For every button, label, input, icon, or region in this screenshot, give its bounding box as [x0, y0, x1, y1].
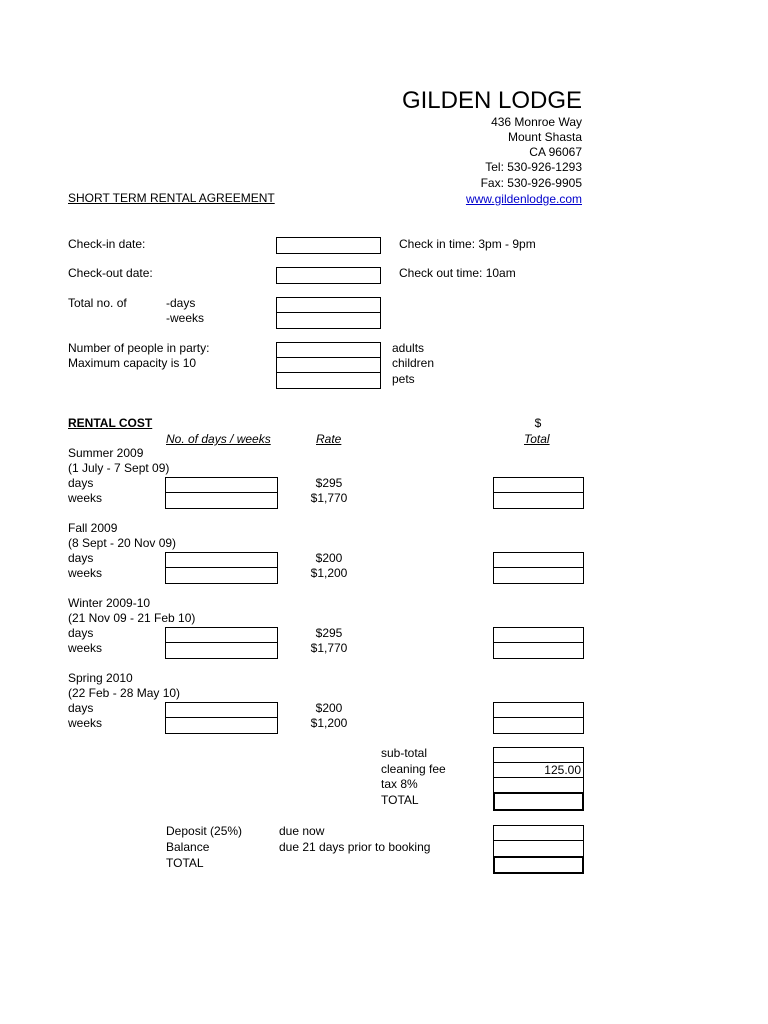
- winter-week-rate: $1,770: [310, 641, 348, 655]
- summer-weeks-label: weeks: [68, 491, 103, 505]
- winter-weeks-total[interactable]: [493, 642, 584, 659]
- tax-field[interactable]: [493, 777, 584, 793]
- children-label: children: [392, 356, 435, 370]
- address-line-1: 436 Monroe Way: [491, 115, 582, 129]
- season-fall-name: Fall 2009: [68, 521, 118, 535]
- checkout-time: Check out time: 10am: [399, 266, 516, 280]
- season-winter-dates: (21 Nov 09 - 21 Feb 10): [68, 611, 196, 625]
- spring-weeks-total[interactable]: [493, 717, 584, 734]
- col-total-header: Total: [524, 432, 550, 446]
- checkout-label: Check-out date:: [68, 266, 153, 280]
- deposit-field[interactable]: [493, 825, 584, 841]
- fax: Fax: 530-926-9905: [480, 176, 582, 190]
- form-title: SHORT TERM RENTAL AGREEMENT: [68, 191, 275, 205]
- tax-label: tax 8%: [381, 777, 418, 791]
- winter-days-label: days: [68, 626, 94, 640]
- season-summer-name: Summer 2009: [68, 446, 144, 460]
- checkout-date-field[interactable]: [276, 267, 381, 284]
- cleaning-fee-field[interactable]: [493, 762, 584, 778]
- pets-label: pets: [392, 372, 415, 386]
- summer-days-field[interactable]: [165, 477, 278, 493]
- spring-weeks-field[interactable]: [165, 717, 278, 734]
- summer-days-total[interactable]: [493, 477, 584, 493]
- spring-days-label: days: [68, 701, 94, 715]
- balance-label: Balance: [166, 840, 210, 854]
- fall-day-rate: $200: [315, 551, 343, 565]
- capacity-label: Maximum capacity is 10: [68, 356, 197, 370]
- fall-week-rate: $1,200: [310, 566, 348, 580]
- address-line-3: CA 96067: [529, 145, 582, 159]
- payment-total-label: TOTAL: [166, 856, 204, 870]
- fall-weeks-field[interactable]: [165, 567, 278, 584]
- address-line-2: Mount Shasta: [507, 130, 582, 144]
- checkin-date-field[interactable]: [276, 237, 381, 254]
- fall-days-label: days: [68, 551, 94, 565]
- payment-total-field[interactable]: [493, 856, 584, 874]
- total-weeks-field[interactable]: [276, 312, 381, 329]
- winter-weeks-field[interactable]: [165, 642, 278, 659]
- season-winter-name: Winter 2009-10: [68, 596, 151, 610]
- balance-note: due 21 days prior to booking: [279, 840, 431, 854]
- winter-day-rate: $295: [315, 626, 343, 640]
- spring-days-total[interactable]: [493, 702, 584, 718]
- pets-field[interactable]: [276, 372, 381, 389]
- summer-week-rate: $1,770: [310, 491, 348, 505]
- rental-cost-title: RENTAL COST: [68, 416, 153, 430]
- telephone: Tel: 530-926-1293: [485, 160, 582, 174]
- lodge-name: GILDEN LODGE: [401, 87, 582, 114]
- checkin-time: Check in time: 3pm - 9pm: [399, 237, 536, 251]
- cleaning-fee-label: cleaning fee: [381, 762, 446, 776]
- season-fall-dates: (8 Sept - 20 Nov 09): [68, 536, 177, 550]
- subtotal-label: sub-total: [381, 746, 428, 760]
- dollar-sign: $: [534, 416, 542, 430]
- adults-field[interactable]: [276, 342, 381, 358]
- subtotal-field[interactable]: [493, 747, 584, 763]
- spring-week-rate: $1,200: [310, 716, 348, 730]
- total-weeks-label: -weeks: [166, 311, 205, 325]
- summer-days-label: days: [68, 476, 94, 490]
- winter-days-field[interactable]: [165, 627, 278, 643]
- spring-day-rate: $200: [315, 701, 343, 715]
- fall-weeks-label: weeks: [68, 566, 103, 580]
- children-field[interactable]: [276, 357, 381, 373]
- summary-total-field[interactable]: [493, 792, 584, 811]
- party-label: Number of people in party:: [68, 341, 210, 355]
- summer-weeks-field[interactable]: [165, 492, 278, 509]
- col-rate-header: Rate: [316, 432, 342, 446]
- fall-weeks-total[interactable]: [493, 567, 584, 584]
- season-spring-dates: (22 Feb - 28 May 10): [68, 686, 181, 700]
- checkin-label: Check-in date:: [68, 237, 146, 251]
- summer-day-rate: $295: [315, 476, 343, 490]
- col-days-header: No. of days / weeks: [166, 432, 271, 446]
- summer-weeks-total[interactable]: [493, 492, 584, 509]
- total-label: Total no. of: [68, 296, 127, 310]
- adults-label: adults: [392, 341, 425, 355]
- season-summer-dates: (1 July - 7 Sept 09): [68, 461, 170, 475]
- cleaning-fee-value: 125.00: [544, 763, 581, 777]
- fall-days-field[interactable]: [165, 552, 278, 568]
- spring-weeks-label: weeks: [68, 716, 103, 730]
- spring-days-field[interactable]: [165, 702, 278, 718]
- winter-days-total[interactable]: [493, 627, 584, 643]
- fall-days-total[interactable]: [493, 552, 584, 568]
- deposit-note: due now: [279, 824, 325, 838]
- winter-weeks-label: weeks: [68, 641, 103, 655]
- total-days-field[interactable]: [276, 297, 381, 313]
- summary-total-label: TOTAL: [381, 793, 419, 807]
- season-spring-name: Spring 2010: [68, 671, 133, 685]
- deposit-label: Deposit (25%): [166, 824, 243, 838]
- balance-field[interactable]: [493, 840, 584, 857]
- website-link[interactable]: www.gildenlodge.com: [465, 192, 582, 206]
- total-days-label: -days: [166, 296, 196, 310]
